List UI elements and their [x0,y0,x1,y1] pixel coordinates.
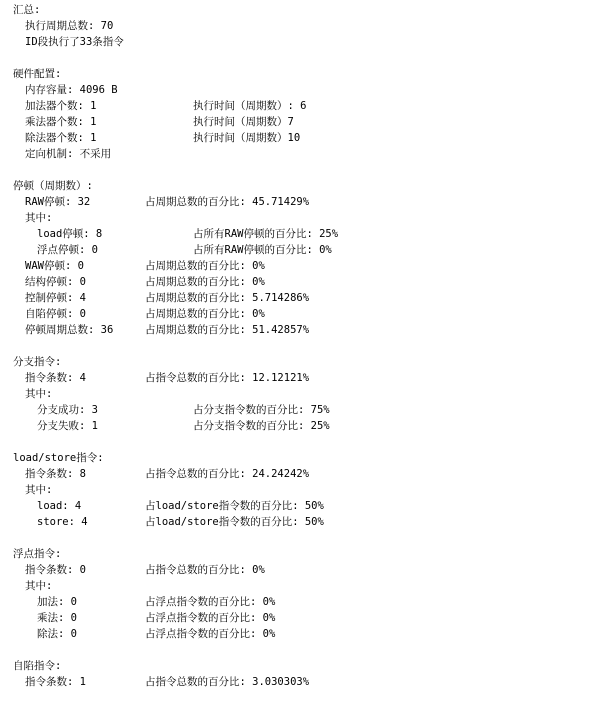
loadstore-among-label: 其中: [25,484,53,496]
branch-among-label: 其中: [25,388,53,400]
load-stalls: load停顿: 8 [37,228,103,240]
multiplier-count: 乘法器个数: 1 [25,116,97,128]
raw-stalls: RAW停顿: 32 [25,196,91,208]
total-stall-cycles-pct: 占周期总数的百分比: 51.42857% [145,324,310,336]
float-mul-pct: 占浮点指令数的百分比: 0% [145,612,276,624]
float-add: 加法: 0 [37,596,77,608]
stalls-among-label: 其中: [25,212,53,224]
store-count-pct: 占load/store指令数的百分比: 50% [145,516,324,528]
branch-count: 指令条数: 4 [25,372,86,384]
hardware-title: 硬件配置: [13,68,62,80]
divider-time: 执行时间（周期数）10 [193,132,301,144]
load-count: load: 4 [37,500,82,512]
branch-title: 分支指令: [13,356,62,368]
waw-stalls: WAW停顿: 0 [25,260,84,272]
loadstore-count-pct: 占指令总数的百分比: 24.24242% [145,468,310,480]
branch-taken: 分支成功: 3 [37,404,98,416]
store-count: store: 4 [37,516,88,528]
structural-stalls: 结构停顿: 0 [25,276,86,288]
trap-title: 自陷指令: [13,660,62,672]
float-stalls: 浮点停顿: 0 [37,244,98,256]
total-cycles: 执行周期总数: 70 [25,20,114,32]
float-among-label: 其中: [25,580,53,592]
float-stalls-pct: 占所有RAW停顿的百分比: 0% [193,244,332,256]
adder-time: 执行时间（周期数）: 6 [193,100,307,112]
control-stalls-pct: 占周期总数的百分比: 5.714286% [145,292,310,304]
branch-not-taken-pct: 占分支指令数的百分比: 25% [193,420,330,432]
load-stalls-pct: 占所有RAW停顿的百分比: 25% [193,228,339,240]
float-title: 浮点指令: [13,548,62,560]
branch-not-taken: 分支失败: 1 [37,420,98,432]
float-add-pct: 占浮点指令数的百分比: 0% [145,596,276,608]
stalls-title: 停顿（周期数）: [13,180,93,192]
memory-capacity: 内存容量: 4096 B [25,84,118,96]
float-div-pct: 占浮点指令数的百分比: 0% [145,628,276,640]
branch-count-pct: 占指令总数的百分比: 12.12121% [145,372,310,384]
raw-stalls-pct: 占周期总数的百分比: 45.71429% [145,196,310,208]
waw-stalls-pct: 占周期总数的百分比: 0% [145,260,265,272]
float-mul: 乘法: 0 [37,612,77,624]
loadstore-title: load/store指令: [13,452,104,464]
adder-count: 加法器个数: 1 [25,100,97,112]
trap-count-pct: 占指令总数的百分比: 3.030303% [145,676,310,688]
divider-count: 除法器个数: 1 [25,132,97,144]
id-executed: ID段执行了33条指令 [25,36,124,48]
structural-stalls-pct: 占周期总数的百分比: 0% [145,276,265,288]
float-count: 指令条数: 0 [25,564,86,576]
total-stall-cycles: 停顿周期总数: 36 [25,324,114,336]
control-stalls: 控制停顿: 4 [25,292,86,304]
load-count-pct: 占load/store指令数的百分比: 50% [145,500,324,512]
trap-count: 指令条数: 1 [25,676,86,688]
multiplier-time: 执行时间（周期数）7 [193,116,294,128]
float-count-pct: 占指令总数的百分比: 0% [145,564,265,576]
summary-title: 汇总: [13,4,41,16]
branch-taken-pct: 占分支指令数的百分比: 75% [193,404,330,416]
loadstore-count: 指令条数: 8 [25,468,86,480]
float-div: 除法: 0 [37,628,77,640]
trap-stalls: 自陷停顿: 0 [25,308,86,320]
directing-mechanism: 定向机制: 不采用 [25,148,112,160]
trap-stalls-pct: 占周期总数的百分比: 0% [145,308,265,320]
